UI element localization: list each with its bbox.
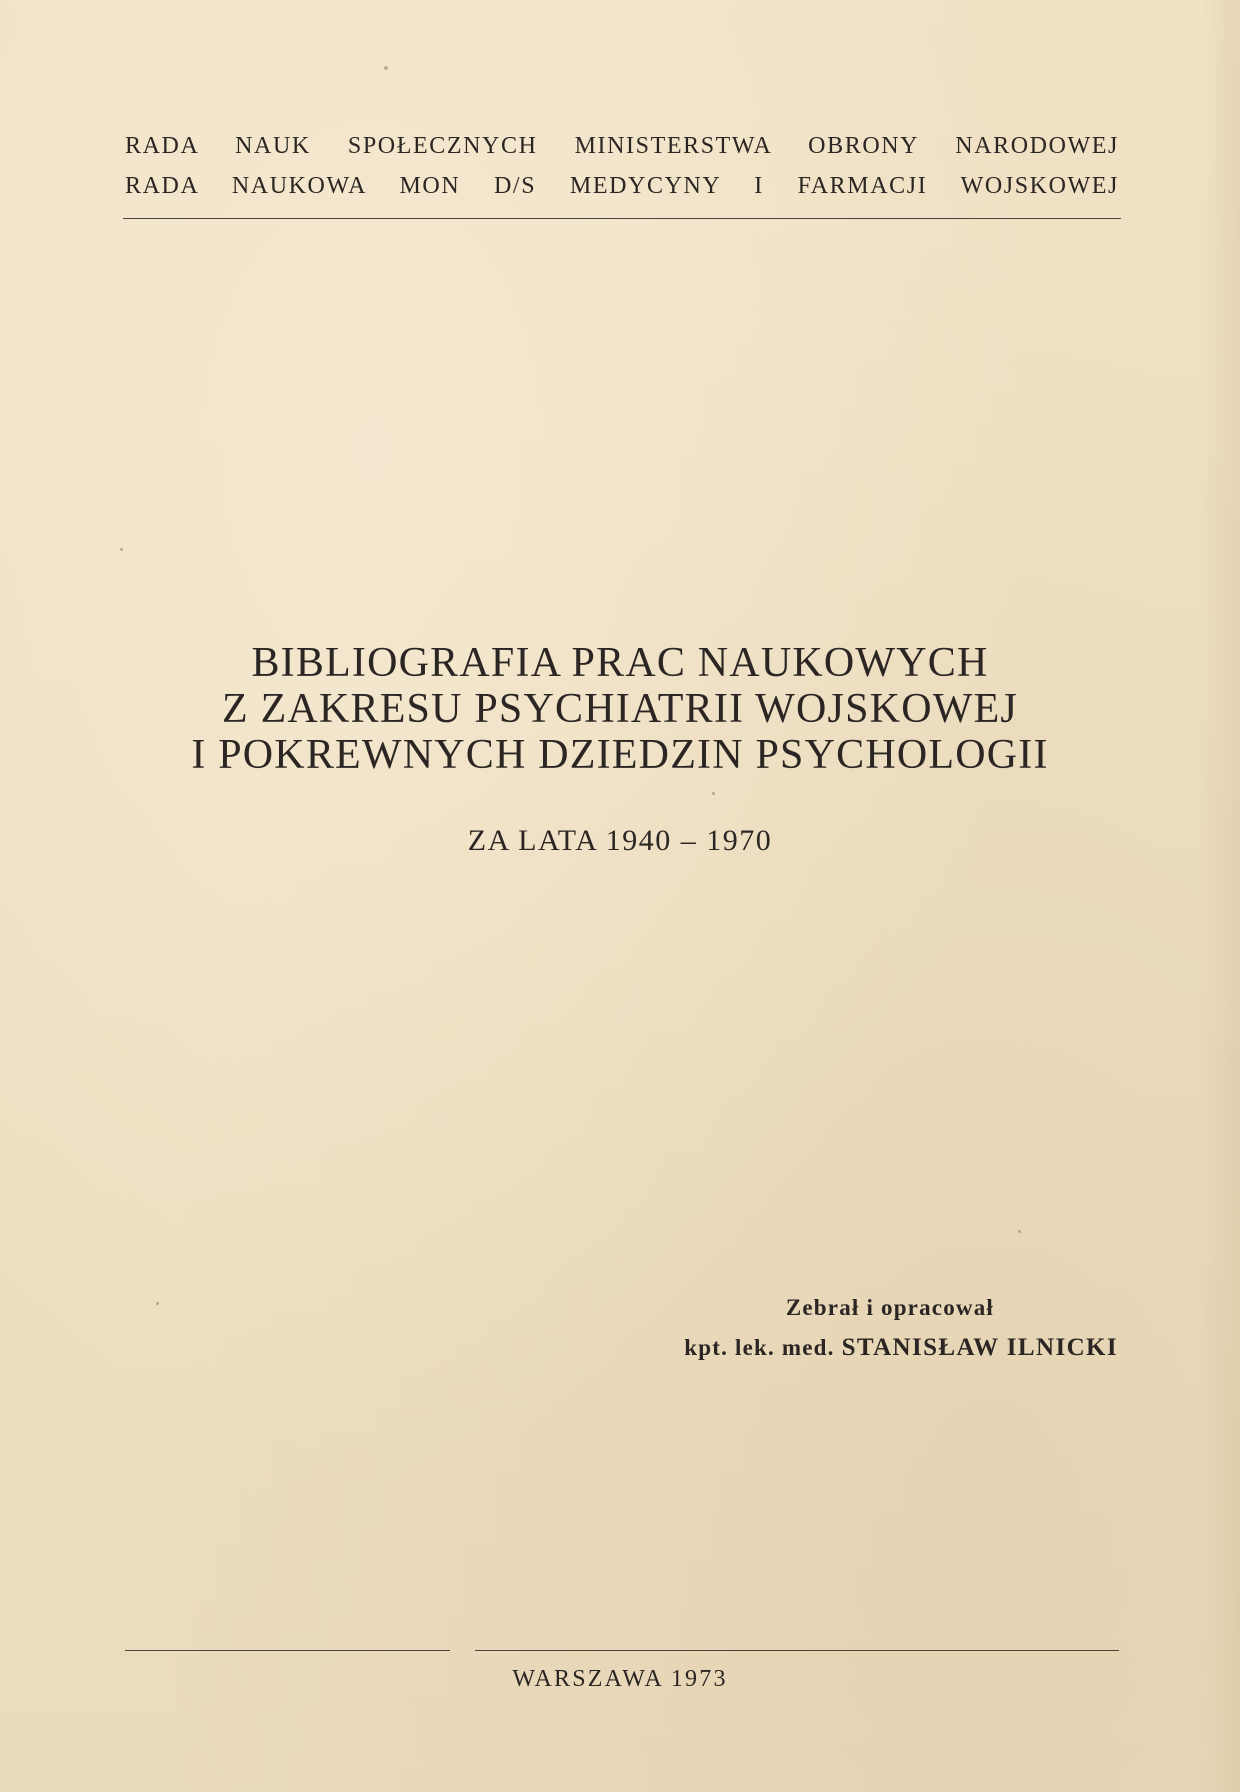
footer-divider-left — [125, 1650, 450, 1651]
credit-role: Zebrał i opracował — [785, 1295, 994, 1320]
credit-author — [684, 1328, 1118, 1368]
paper-speck — [384, 66, 388, 70]
institution-line-2: RADA NAUKOWA MON D/S MEDYCYNY I FARMACJI WOJSKOWEJ — [125, 173, 1119, 199]
paper-speck — [156, 1302, 159, 1305]
author-name: STANISŁAW ILNICKI — [841, 1334, 1118, 1361]
institution-header — [125, 126, 1119, 206]
title-line-2: Z ZAKRESU PSYCHIATRII WOJSKOWEJ — [222, 686, 1018, 732]
title-line-1: BIBLIOGRAFIA PRAC NAUKOWYCH — [251, 640, 989, 686]
paper-speck — [1018, 1230, 1021, 1233]
institution-line-1: RADA NAUK SPOŁECZNYCH MINISTERSTWA OBRONY NARODOWEJ — [125, 133, 1119, 159]
imprint: WARSZAWA 1973 — [512, 1666, 728, 1692]
book-title — [100, 640, 1140, 778]
header-divider — [123, 218, 1121, 219]
page-edge-shadow — [1200, 0, 1240, 1792]
paper-speck — [712, 792, 715, 795]
period-subtitle: ZA LATA 1940 – 1970 — [467, 824, 773, 857]
author-credit — [684, 1288, 1118, 1368]
paper-speck — [120, 548, 123, 551]
footer-divider-right — [475, 1650, 1119, 1651]
author-prefix: kpt. lek. med. — [684, 1335, 835, 1360]
title-line-3: I POKREWNYCH DZIEDZIN PSYCHOLOGII — [191, 732, 1049, 778]
